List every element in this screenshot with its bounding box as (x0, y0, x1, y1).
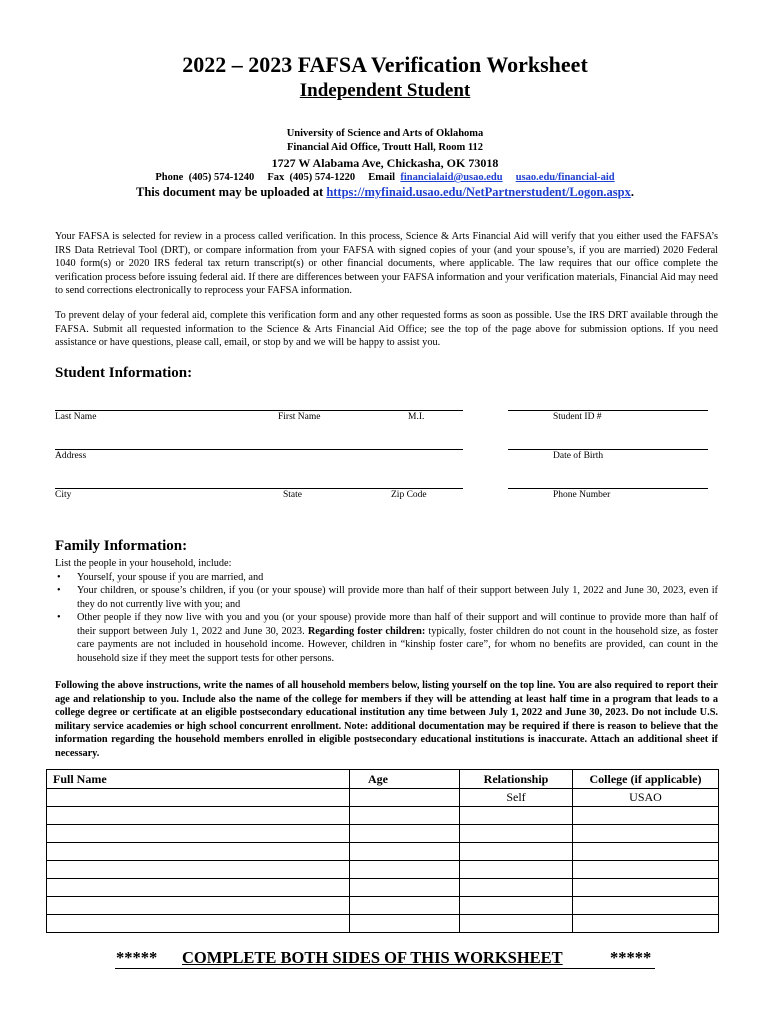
table-header-row (47, 770, 719, 789)
table-row[interactable] (47, 879, 719, 897)
household-instructions: Following the above instructions, write the names of all household members below, listing yourself on the top line. You are also required to report their age and relationship to you. Include also the name of the college for members if they will be attending at least half time in a program that leads to a college degree or certificate at an eligible postsecondary educational institution any time between July 1, 2022 and June 30, 2023. Do not include U.S. military service academies or high school concurrent enrollment. Note: additional documentation may be required if there is reason to believe that the information regarding the household members enrolled in eligible postsecondary educational institutions is inaccurate. Attach an additional sheet if necessary. (55, 680, 718, 759)
col-age: Age (350, 770, 460, 789)
phone-number: Phone (405) 574-1240 (155, 172, 255, 183)
cell-name[interactable] (47, 897, 350, 915)
office-location: Financial Aid Office, Troutt Hall, Room 112 (286, 142, 483, 153)
family-info-heading: Family Information: (55, 538, 188, 554)
cell-age[interactable] (350, 897, 460, 915)
website-link[interactable]: usao.edu/financial-aid (515, 172, 615, 183)
label-dob: Date of Birth (553, 451, 604, 461)
cell-relationship[interactable] (460, 879, 573, 897)
cell-relationship[interactable] (460, 825, 573, 843)
student-id-line[interactable] (508, 410, 708, 411)
cell-relationship[interactable]: Self (460, 789, 573, 807)
name-line[interactable] (55, 410, 463, 411)
phone-line[interactable] (508, 488, 708, 489)
cell-name[interactable] (47, 825, 350, 843)
city-state-zip-line[interactable] (55, 488, 463, 489)
foster-children-label: Regarding foster children: (307, 625, 426, 637)
household-bullets (55, 571, 718, 666)
upload-prefix: This document may be uploaded at (136, 185, 327, 199)
fax-number: Fax (405) 574-1220 (267, 172, 356, 183)
cell-age[interactable] (350, 843, 460, 861)
subtitle-text: Independent Student (299, 80, 471, 101)
cell-name[interactable] (47, 861, 350, 879)
upload-line (0, 185, 770, 200)
intro-paragraph-2: To prevent delay of your federal aid, complete this verification form and any other requested forms as soon as possible. Use the IRS DRT available through the FAFSA. Submit all requested information to the Science & Arts Financial Aid Office; see the top of the page above for submission options. If you need assistance or have questions, please call, email, or stop by and we will be happy to assist you. (55, 310, 718, 348)
label-state: State (283, 490, 302, 500)
table-row[interactable] (47, 861, 719, 879)
col-relationship: Relationship (460, 770, 573, 789)
contact-line (0, 172, 770, 183)
cell-college[interactable] (573, 825, 719, 843)
table-row[interactable] (47, 807, 719, 825)
label-student-id: Student ID # (553, 412, 602, 422)
bullet-self: • Yourself, your spouse if you are married, and (55, 571, 718, 585)
household-members-table (46, 769, 719, 933)
page-title: 2022 – 2023 FAFSA Verification Worksheet (182, 52, 588, 77)
cell-college[interactable] (573, 843, 719, 861)
table-row[interactable] (47, 915, 719, 933)
email-link[interactable]: financialaid@usao.edu (400, 172, 503, 183)
table-row[interactable] (47, 843, 719, 861)
institution-name: University of Science and Arts of Oklahoma (286, 128, 484, 139)
cell-relationship[interactable] (460, 861, 573, 879)
label-phone: Phone Number (553, 490, 611, 500)
email-label: Email (368, 172, 396, 183)
label-first-name: First Name (278, 412, 321, 422)
col-college: College (if applicable) (573, 770, 719, 789)
cell-age[interactable] (350, 789, 460, 807)
cell-college[interactable] (573, 879, 719, 897)
page-subtitle (0, 80, 770, 102)
cell-name[interactable] (47, 789, 350, 807)
cell-name[interactable] (47, 879, 350, 897)
upload-suffix: . (630, 185, 634, 199)
cell-age[interactable] (350, 915, 460, 933)
intro-paragraph-1: Your FAFSA is selected for review in a process called verification. In this process, Science & Arts Financial Aid will verify that you either used the FAFSA’s IRS Data Retrieval Tool (DRT), or compare information from your FAFSA with signed copies of your (and your spouse’s, if you are married) 2020 Federal 1040 form(s) or 2020 IRS federal tax return transcript(s) or other financial documents, where applicable. The law requires that our office complete the verification process before issuing federal aid. If there are differences between your FAFSA information and your verification materials, Financial Aid may need to send corrections electronically to reprocess your FAFSA information. (55, 231, 718, 296)
cell-college[interactable] (573, 861, 719, 879)
cell-relationship[interactable] (460, 915, 573, 933)
cell-age[interactable] (350, 825, 460, 843)
footer-text: COMPLETE BOTH SIDES OF THIS WORKSHEET (182, 948, 563, 967)
dob-line[interactable] (508, 449, 708, 450)
student-info-heading: Student Information: (55, 365, 193, 381)
cell-college[interactable] (573, 915, 719, 933)
street-address: 1727 W Alabama Ave, Chickasha, OK 73018 (271, 156, 499, 170)
cell-age[interactable] (350, 861, 460, 879)
label-zip: Zip Code (391, 490, 427, 500)
table-row[interactable] (47, 897, 719, 915)
col-full-name: Full Name (47, 770, 350, 789)
cell-age[interactable] (350, 807, 460, 825)
table-row[interactable] (47, 825, 719, 843)
cell-relationship[interactable] (460, 807, 573, 825)
bullet-other-text: Other people if they now live with you and you (or your spouse) provide more than half of their support and will continue to provide more than half of their support between July 1, 2022 and June 30, 2023. (77, 612, 718, 637)
cell-relationship[interactable] (460, 843, 573, 861)
bullet-children: • Your children, or spouse’s children, if you (or your spouse) will provide more than half of their support between July 1, 2022 and June 30, 2023, even if they do not currently live with you; and (55, 584, 718, 611)
household-list-intro: List the people in your household, include: (55, 558, 232, 569)
household-list (55, 557, 718, 665)
bullet-foster-text: typically, foster children do not count in the household size, as foster care payments are not included in household income. However, children in “kinship foster care”, for whom no benefits are provided, can count in the household size if they meet the support tests for other persons. (77, 625, 719, 664)
cell-college[interactable]: USAO (573, 789, 719, 807)
footer-stars-right: ***** (610, 948, 652, 967)
footer-underline (115, 968, 655, 969)
cell-name[interactable] (47, 843, 350, 861)
bullet-other-people (55, 611, 718, 665)
cell-name[interactable] (47, 915, 350, 933)
cell-college[interactable] (573, 897, 719, 915)
footer-stars-left: ***** (116, 948, 158, 967)
label-last-name: Last Name (55, 412, 97, 422)
upload-link[interactable]: https://myfinaid.usao.edu/NetPartnerstudent/Logon.aspx (326, 185, 631, 199)
label-city: City (55, 490, 72, 500)
cell-age[interactable] (350, 879, 460, 897)
table-row[interactable] (47, 789, 719, 807)
cell-college[interactable] (573, 807, 719, 825)
cell-name[interactable] (47, 807, 350, 825)
address-line[interactable] (55, 449, 463, 450)
label-mi: M.I. (408, 412, 425, 422)
cell-relationship[interactable] (460, 897, 573, 915)
label-address: Address (55, 451, 87, 461)
